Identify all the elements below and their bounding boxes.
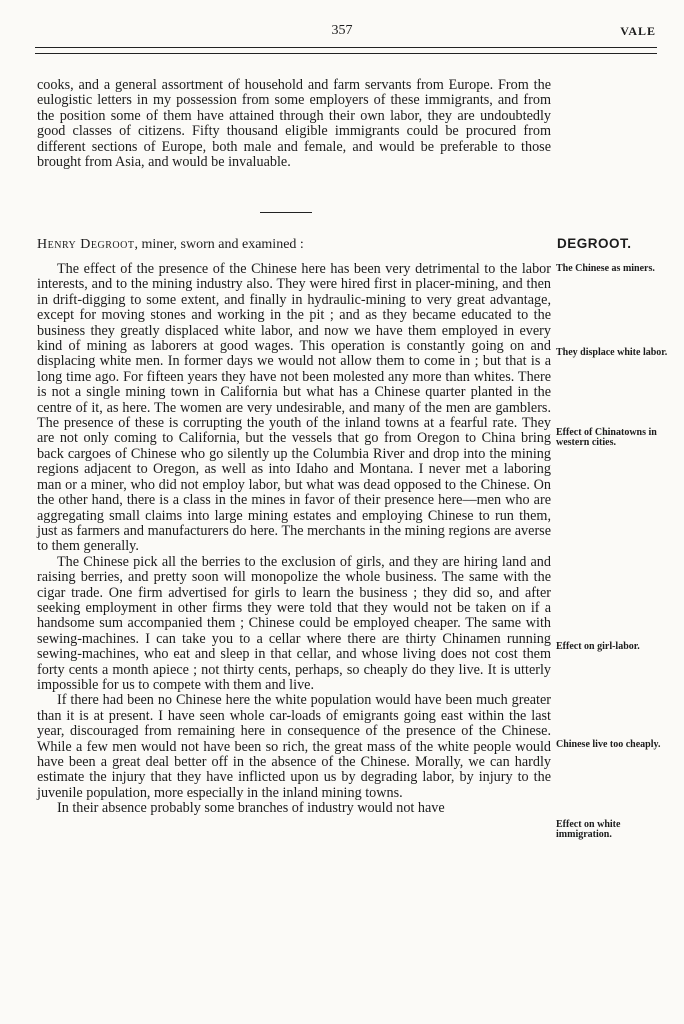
header-rule-bottom: [35, 53, 657, 54]
witness-side-heading: DEGROOT.: [557, 236, 632, 251]
margin-note-displace: They displace white labor.: [556, 347, 668, 358]
page-number: 357: [331, 23, 353, 38]
margin-note-live-cheaply: Chinese live too cheaply.: [556, 739, 661, 750]
testimony-paragraph-1: The effect of the presence of the Chinese here has been very detrimental to the labor interests, and to the mining industry also. They were hired first in placer-mining, and then in drift-digging to some extent, and finally in hydraulic-mining to very great advantage, except for moving stones and working in the pit ; and as they became educated to the business they greatly displaced white labor, and now we have them employed in every kind of mining as laborers at good wages. This operation is constantly going on and displacing white men. In former days we would not allow them to come in ; but that is a long time ago. For fifteen years they have not been molested any more than whites. There is not a single mining town in California but what has a Chinese quarter planted in the centre of it, as here. The women are very undesirable, and many of the men are gamblers. The presence of these is corrupting the youth of the inland towns at a fearful rate. They are not only coming to California, but the vessels that go from Oregon to China bring back cargoes of Chinese who go silently up the Columbia River and drop into the mining regions adjacent to Oregon, as well as into Idaho and Montana. I never met a laboring man or a miner, who did not employ labor, but what was dead opposed to the Chinese. On the other hand, there is a class in the mines in favor of their presence here—men who are aggregating small claims into large mining estates and employing Chinese to run them, just as farmers and manufacturers do here. The merchants in the mining regions are averse to them generally.: [37, 261, 551, 555]
testimony-paragraph-4: In their absence probably some branches of industry would not have: [57, 800, 445, 817]
intro-paragraph: cooks, and a general assortment of household and farm servants from Europe. From the eulogistic letters in my possession from some employers of these immigrants, and from the position some of them have attained through their own labor, they are undoubtedly good classes of citizens. Fifty thousand eligible immigrants could be procured from different sections of Europe, both male and female, and would be preferable to those brought from Asia, and would be invaluable.: [37, 77, 551, 171]
margin-note-miners: The Chinese as miners.: [556, 263, 655, 274]
margin-note-chinatowns: Effect of Chinatowns in western cities.: [556, 427, 657, 448]
intro-paragraph-block: [37, 78, 551, 170]
margin-note-white-immigration: Effect on white immigration.: [556, 819, 621, 840]
margin-note-girl-labor: Effect on girl-labor.: [556, 641, 640, 652]
section-separator: [260, 212, 312, 213]
witness-heading: [37, 237, 304, 253]
witness-name: Henry Degroot: [37, 237, 135, 252]
testimony-paragraph-2: The Chinese pick all the berries to the exclusion of girls, and they are hiring land and raising berries, and pretty soon will monopolize the whole business. The same with the cigar trade. One firm advertised for girls to learn the business ; they did so, and after seeking employment in other firms they were told that they would not be taken on if a handsome sum accompanied them ; Chinese could be employed cheaper. The same with sewing-machines. I can take you to a cellar where there are thirty Chinamen running sewing-machines, who eat and sleep in that cellar, and whose living does not cost them forty cents a month apiece ; not thirty cents, perhaps, so cheaply do they live. It is utterly impossible for us to compete with them and live.: [37, 553, 551, 693]
testimony-body: [37, 262, 551, 817]
testimony-paragraph-3: If there had been no Chinese here the white population would have been much greater than it is at present. I have seen whole car-loads of emigrants going east within the last year, discouraged from remaining here in consequence of the presence of the Chinese. While a few men would not have been so rich, the great mass of the white people would have been a great deal better off in the absence of the Chinese. Morally, we can hardly estimate the injury that they have inflicted upon us by degrading labor, by injury to the juvenile population, more especially in the inland mining towns.: [37, 692, 551, 801]
running-head: VALE: [620, 24, 656, 38]
witness-description: , miner, sworn and examined :: [134, 237, 304, 252]
header-rule-top: [35, 47, 657, 48]
